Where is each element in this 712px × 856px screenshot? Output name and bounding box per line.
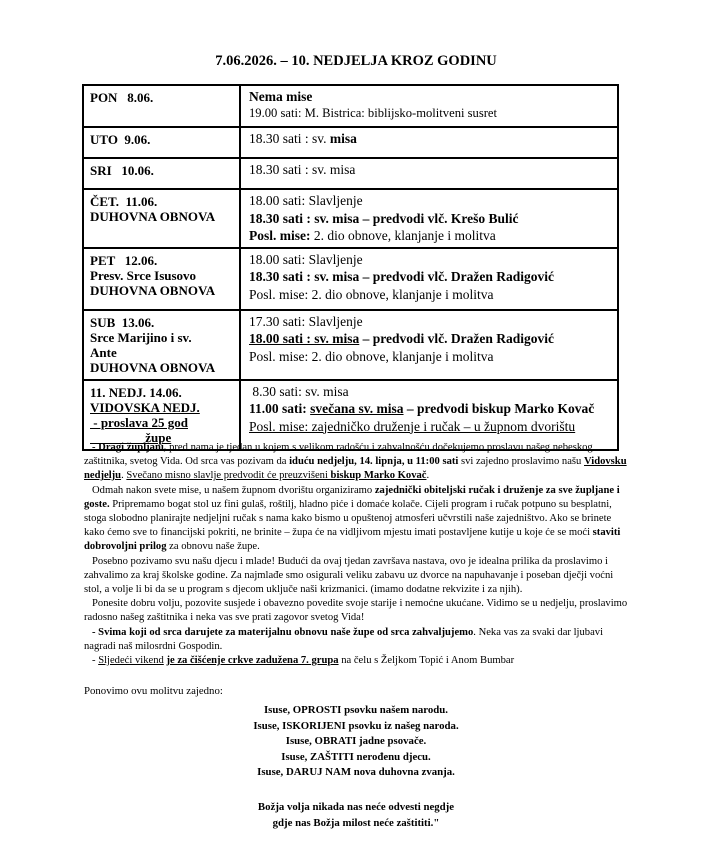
schedule-day [83,127,240,158]
event-text: – predvodi biskup Marko Kovač [403,401,595,416]
day-line-text: 11. NEDJ. 14.06. [90,384,182,400]
prayer-block [0,703,712,781]
announcement-paragraph [84,555,632,598]
event-line [249,330,609,348]
event-text: 18.30 sati : sv. misa [249,162,356,177]
prayer-line: Isuse, ISKORIJENI psovku iz našeg naroda. [253,719,459,732]
event-line [249,251,609,269]
paragraph-text: - [92,655,99,667]
schedule-row [83,380,618,450]
paragraph-text: Odmah nakon svete mise, u našem župnom dvorištu organiziramo [92,484,375,496]
schedule-events [240,127,618,158]
schedule-day [83,85,240,127]
event-line [249,161,609,179]
event-line [249,210,609,228]
event-text: – predvodi vlč. Dražen Radigović [359,331,555,346]
schedule-day [83,310,240,380]
schedule-row [83,248,618,310]
event-text: Posl. mise: 2. dio obnove, klanjanje i molitva [249,348,494,364]
announcement-paragraph [84,484,632,555]
mass-schedule-table [82,84,619,451]
day-line: DUHOVNA OBNOVA [90,359,216,375]
event-text: Posl. mise: 2. dio obnove, klanjanje i molitva [249,286,494,302]
paragraph-text: biskup Marko Kovač [330,470,427,482]
event-line [249,268,609,286]
event-text: 18.00 sati: Slavljenje [249,193,363,208]
schedule-events [240,310,618,380]
schedule-events [240,158,618,189]
schedule-row [83,85,618,127]
event-line [249,88,609,106]
day-line [90,400,233,415]
paragraph-text: . [121,470,127,482]
event-text: 18.00 sati : sv. misa [249,331,360,346]
paragraph-text: - Svima koji od srca darujete za materijalnu obnovu naše župe od srca zahvaljujemo [92,626,474,638]
schedule-day [83,189,240,248]
day-line: Presv. Srce Isusovo [90,267,197,283]
page-title: 7.06.2026. – 10. NEDJELJA KROZ GODINU [215,53,497,69]
event-line [249,192,609,210]
announcement-paragraph [84,626,632,654]
schedule-day [83,380,240,450]
day-line-text: - proslava 25 god [90,414,188,430]
day-line [90,415,233,430]
event-text: Nema mise [249,89,313,104]
day-line: DUHOVNA OBNOVA [90,282,216,298]
paragraph-text: Sljedeći vikend [98,655,164,667]
day-line: SRI 10.06. [90,163,154,178]
paragraph-text: Svečano misno slavlje predvodit će preuzvišeni [126,470,331,482]
event-line [249,227,609,245]
paragraph-text: Ponesite dobru volju, pozovite susjede i obavezno povedite svoje starije i nemoćne ukućane. Vidimo se u nedjelju, proslavimo radosno našeg zaštitnika i neka vas sve prati zagovor svetog Vida! [84,598,628,624]
schedule-row [83,127,618,158]
closing-line: gdje nas Božja milost neće zaštititi." [272,817,440,829]
prayer-line: Isuse, OPROSTI psovku našem narodu. [263,704,448,716]
day-line: Ante [90,344,117,360]
event-line [249,418,609,436]
event-text: 18.30 sati : sv. misa – predvodi vlč. Dražen Radigović [249,269,554,284]
closing-line: Božja volja nikada nas neće odvesti negdje [257,801,455,813]
day-line-text: župe [90,429,172,445]
paragraph-text: iduću nedjelju, 14. lipnja, u 11:00 sati [289,456,459,468]
event-text: Posl. mise: [249,228,311,243]
event-text: Posl. mise: zajedničko druženje i ručak – u župnom dvorištu [249,418,576,434]
event-text: svečana sv. misa [310,401,404,416]
paragraph-text: - Dragi župljani, [92,442,167,453]
schedule-events [240,248,618,310]
event-text: 8.30 sati: sv. misa [249,383,349,399]
announcement-paragraph [84,441,632,484]
event-text: misa [329,131,357,146]
event-text: 18.30 sati : sv. misa – predvodi vlč. Krešo Bulić [249,210,519,226]
event-text: 19.00 sati: M. Bistrica: biblijsko-molitveni susret [249,105,498,120]
schedule-row [83,310,618,380]
day-line: PON 8.06. [90,90,154,105]
event-text: 2. dio obnove, klanjanje i molitva [310,228,496,243]
day-line-text: VIDOVSKA NEDJ. [90,399,200,415]
event-text: 18.00 sati: Slavljenje [249,251,363,267]
event-line [249,383,609,401]
paragraph-text: na čelu s Željkom Topić i Anom Bumbar [338,655,515,667]
paragraph-text: svi zajedno proslavimo našu [458,456,584,468]
announcement-paragraph [84,654,632,668]
event-text: 11.00 sati: [249,401,311,416]
schedule-events [240,85,618,127]
event-text: 18.30 sati : sv. [249,131,330,146]
event-line [249,106,609,121]
day-line: Srce Marijino i sv. [90,329,192,345]
paragraph-text: Pripremamo bogat stol uz fini gulaš, roštilj, hladno piće i domaće kolače. Cijeli program i ručak potpuno su besplatni, stoga slobodno planirajte nedjeljni ručak s nama kako bismo u opuštenoj atmosferi učvrstili naše zajedništvo. Ako se brinete kako ćemo sve to financijski pokriti, ne brinite – župa će na vidljivom mjestu imati postavljene kutije u koje će se moći [84,498,612,539]
event-line [249,348,609,366]
paragraph-text: . Neka vas za svaki dar ljubavi nagradi naš milosrdni Gospodin. [84,626,604,652]
day-line: SUB 13.06. [90,314,155,330]
announcements [84,441,632,668]
event-line [249,130,609,148]
schedule-events [240,380,618,450]
closing-quote [0,799,712,831]
paragraph-text: Vidovsku nedjelju [84,456,627,482]
schedule-day [83,158,240,189]
event-line [249,286,609,304]
paragraph-text: . [426,470,430,482]
prayer-line: Isuse, DARUJ NAM nova duhovna zvanja. [257,766,455,778]
event-line [249,400,609,418]
day-line [90,385,233,400]
paragraph-text: Posebno pozivamo svu našu djecu i mlade! Budući da ovaj tjedan završava nastava, ovo je idealna prilika da proslavimo i zahvalimo za kraj školske godine. Za najmlađe smo osigurali veliku zabavu uz dvorce na napuhavanje i poseban dječji voćni stol, a volje li bi da se u program s djecom uključe naši krizmanici. (imamo dodatne rekvizite i za njih). [84,555,614,596]
paragraph-text: zajednički obiteljski ručak i druženje za sve župljane i goste. [84,484,620,510]
prayer-line: Isuse, ZAŠTITI nerođenu djecu. [281,750,431,763]
prayer-intro: Ponovimo ovu molitvu zajedno: [84,685,223,697]
day-line: PET 12.06. [90,252,158,268]
schedule-row [83,158,618,189]
day-line: ČET. 11.06. [90,194,158,209]
schedule-day [83,248,240,310]
event-line [249,313,609,331]
schedule-body [83,85,618,450]
schedule-events [240,189,618,248]
paragraph-text: za obnovu naše župe. [166,541,260,553]
announcement-paragraph [84,597,632,625]
paragraph-text: staviti dobrovoljni prilog [84,527,621,553]
paragraph-text: pred nama je tjedan u kojem s velikom radošću i zahvalnošću dočekujemo proslavu našeg nebeskog zaštitnika, svetog Vida. Od srca vas pozivam da [84,442,593,468]
prayer-line: Isuse, OBRATI jadne psovače. [285,735,427,747]
schedule-row [83,189,618,248]
paragraph-text: je za čišćenje crkve zadužena 7. grupa [166,655,339,667]
day-line: DUHOVNA OBNOVA [90,209,216,224]
event-text: 17.30 sati: Slavljenje [249,313,363,329]
day-line: UTO 9.06. [90,132,151,147]
